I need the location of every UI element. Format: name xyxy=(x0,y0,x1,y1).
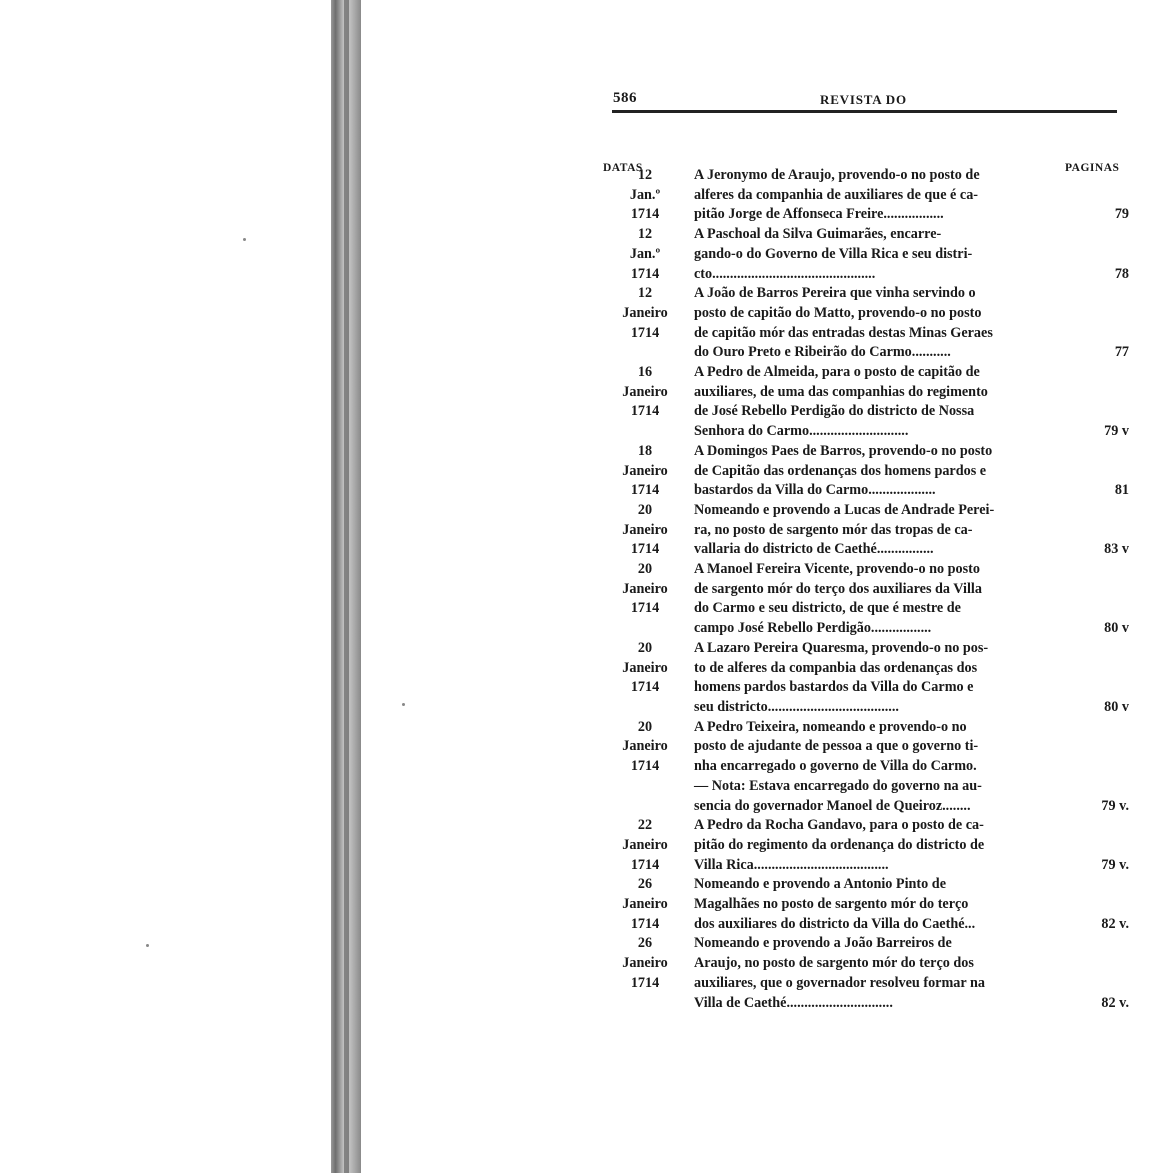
entry-page-number: 79 xyxy=(1114,206,1129,223)
entry-date xyxy=(600,934,690,1013)
entries-list xyxy=(600,166,1130,1013)
entry-text-line: homens pardos bastardos da Villa do Carmo e xyxy=(694,679,974,696)
entry-date xyxy=(600,718,690,817)
entry-date xyxy=(600,560,690,639)
list-item xyxy=(600,816,1130,875)
entry-page-ref xyxy=(1049,442,1129,501)
entry-text xyxy=(690,363,1049,442)
entry-date-part: 1714 xyxy=(630,265,660,282)
document-page xyxy=(600,88,1130,1011)
entry-date-part: 1714 xyxy=(630,541,660,558)
entry-text-line: Nomeando e provendo a Lucas de Andrade Perei- xyxy=(694,501,995,518)
entry-page-ref xyxy=(1049,284,1129,363)
entry-text-line: A Domingos Paes de Barros, provendo-o no posto xyxy=(694,442,993,459)
entry-date-part: Janeiro xyxy=(622,462,668,479)
scan-gutter-shadow xyxy=(344,0,349,1173)
entry-date xyxy=(600,284,690,363)
entry-page-ref xyxy=(1049,225,1129,284)
entry-text-line: seu districto..................................... xyxy=(694,698,899,715)
entry-text xyxy=(690,225,1049,284)
entry-page-number: 79 v. xyxy=(1101,797,1129,814)
entry-date-part: Jan.º xyxy=(629,186,661,203)
entry-text-line: Araujo, no posto de sargento mór do terço dos xyxy=(694,955,974,972)
entry-date-part: 20 xyxy=(637,718,653,735)
entry-date-part: 1714 xyxy=(630,679,660,696)
entry-text-line: A João de Barros Pereira que vinha servindo o xyxy=(694,285,976,302)
entry-date-part: 26 xyxy=(637,876,653,893)
entry-date-part: 1714 xyxy=(630,482,660,499)
entry-page-number: 80 v xyxy=(1104,698,1129,715)
entry-date-part: Janeiro xyxy=(622,304,668,321)
entry-date-part: Janeiro xyxy=(622,659,668,676)
column-headings xyxy=(600,112,1130,174)
entry-date xyxy=(600,816,690,875)
entry-page-ref xyxy=(1049,816,1129,875)
entry-page-number: 81 xyxy=(1114,482,1129,499)
entry-page-number: 78 xyxy=(1114,265,1129,282)
list-item xyxy=(600,501,1130,560)
entry-date-part: 22 xyxy=(637,817,653,834)
entry-page-ref xyxy=(1049,166,1129,225)
entry-text-line: de capitão mór das entradas destas Minas Geraes xyxy=(694,324,993,341)
entry-text xyxy=(690,934,1049,1013)
entry-text-line: A Pedro de Almeida, para o posto de capitão de xyxy=(694,364,980,381)
entry-text-line: posto de ajudante de pessoa a que o governo ti- xyxy=(694,738,979,755)
entry-date-part: 1714 xyxy=(630,856,660,873)
list-item xyxy=(600,442,1130,501)
entry-text xyxy=(690,875,1049,934)
entry-date-part: 20 xyxy=(637,501,653,518)
entry-date-part: 16 xyxy=(637,364,653,381)
entry-date-part: 12 xyxy=(637,167,653,183)
pages-column-heading: PAGINAS xyxy=(1065,162,1120,174)
entry-text xyxy=(690,718,1049,817)
running-title: REVISTA DO xyxy=(820,92,907,107)
entry-date-part: Janeiro xyxy=(622,383,668,400)
entry-date-part: Jan.º xyxy=(629,245,661,262)
entry-text xyxy=(690,816,1049,875)
list-item xyxy=(600,875,1130,934)
entry-text-line: posto de capitão do Matto, provendo-o no posto xyxy=(694,304,982,321)
entry-page-number: 77 xyxy=(1114,344,1129,361)
entry-text-line: pitão do regimento da ordenança do districto de xyxy=(694,836,985,853)
dates-column-heading: DATAS xyxy=(603,162,643,174)
entry-text-line: A Manoel Fereira Vicente, provendo-o no posto xyxy=(694,561,980,578)
entry-page-ref xyxy=(1049,501,1129,560)
list-item xyxy=(600,166,1130,225)
entry-date-part: Janeiro xyxy=(622,521,668,538)
entry-page-ref xyxy=(1049,639,1129,718)
entry-text-line: A Pedro da Rocha Gandavo, para o posto de ca- xyxy=(694,817,984,834)
entry-page-ref xyxy=(1049,875,1129,934)
list-item xyxy=(600,934,1130,1013)
entry-text-line: ra, no posto de sargento mór das tropas de ca- xyxy=(694,521,973,538)
entry-page-number: 79 v. xyxy=(1101,856,1129,873)
entry-text-line: de José Rebello Perdigão do districto de Nossa xyxy=(694,403,975,420)
entry-text xyxy=(690,560,1049,639)
entry-text-line: gando-o do Governo de Villa Rica e seu distri- xyxy=(694,245,973,262)
entry-text-line: campo José Rebello Perdigão................. xyxy=(694,620,932,637)
entry-page-ref xyxy=(1049,934,1129,1013)
entry-text xyxy=(690,166,1049,225)
entry-date-part: 12 xyxy=(637,226,653,243)
entry-text-line: alferes da companhia de auxiliares de que é ca- xyxy=(694,186,979,203)
entry-text-line: Nomeando e provendo a João Barreiros de xyxy=(694,935,952,952)
scan-speck xyxy=(146,944,149,947)
entry-date-part: Janeiro xyxy=(622,896,668,913)
entry-page-number: 80 v xyxy=(1104,620,1129,637)
entry-date xyxy=(600,501,690,560)
page-number: 586 xyxy=(613,90,637,106)
scan-speck xyxy=(243,238,246,241)
entry-date xyxy=(600,166,690,225)
entry-date-part: 1714 xyxy=(630,206,660,223)
entry-text xyxy=(690,639,1049,718)
entry-date-part: 1714 xyxy=(630,324,660,341)
entry-page-number: 82 v. xyxy=(1101,994,1129,1011)
entry-date-part: 1714 xyxy=(630,915,660,932)
entry-date-part: 1714 xyxy=(630,600,660,617)
entry-text-line: do Ouro Preto e Ribeirão do Carmo........... xyxy=(694,344,951,361)
list-item xyxy=(600,718,1130,817)
entry-page-number: 79 v xyxy=(1104,423,1129,440)
entry-text-line: nha encarregado o governo de Villa do Carmo. xyxy=(694,758,977,775)
entry-text-line: de Capitão das ordenanças dos homens pardos e xyxy=(694,462,987,479)
entry-date-part: 1714 xyxy=(630,758,660,775)
entry-text-line: Magalhães no posto de sargento mór do terço xyxy=(694,896,969,913)
entry-page-number: 82 v. xyxy=(1101,915,1129,932)
entry-text-line: Villa Rica...................................... xyxy=(694,856,889,873)
list-item xyxy=(600,284,1130,363)
entry-date-part: 20 xyxy=(637,639,653,656)
entry-text-line: — Nota: Estava encarregado do governo na au- xyxy=(694,777,982,794)
entry-text-line: auxiliares, de uma das companhias do regimento xyxy=(694,383,988,400)
entry-date-part: Janeiro xyxy=(622,738,668,755)
entry-page-number: 83 v xyxy=(1104,541,1129,558)
entry-date-part: Janeiro xyxy=(622,580,668,597)
entry-date-part: 1714 xyxy=(630,403,660,420)
entry-text-line: auxiliares, que o governador resolveu formar na xyxy=(694,974,985,991)
entry-date-part: Janeiro xyxy=(622,836,668,853)
entry-text-line: cto.............................................. xyxy=(694,265,876,282)
entry-text-line: A Jeronymo de Araujo, provendo-o no posto de xyxy=(694,167,980,183)
entry-page-ref xyxy=(1049,363,1129,442)
entry-date xyxy=(600,442,690,501)
entry-text xyxy=(690,284,1049,363)
page-header xyxy=(600,88,1130,112)
entry-date xyxy=(600,639,690,718)
entry-text-line: A Paschoal da Silva Guimarães, encarre- xyxy=(694,226,942,243)
entry-text-line: A Lazaro Pereira Quaresma, provendo-o no pos- xyxy=(694,639,989,656)
entry-date-part: 1714 xyxy=(630,974,660,991)
entry-text-line: Senhora do Carmo............................ xyxy=(694,423,909,440)
entry-text xyxy=(690,442,1049,501)
entry-text-line: vallaria do districto de Caethé................ xyxy=(694,541,934,558)
entry-text-line: bastardos da Villa do Carmo................... xyxy=(694,482,936,499)
entry-text-line: A Pedro Teixeira, nomeando e provendo-o no xyxy=(694,718,967,735)
list-item xyxy=(600,560,1130,639)
entry-text-line: Villa de Caethé.............................. xyxy=(694,994,893,1011)
entry-date xyxy=(600,875,690,934)
entry-date-part: Janeiro xyxy=(622,955,668,972)
entry-text-line: pitão Jorge de Affonseca Freire................. xyxy=(694,206,944,223)
entry-date-part: 26 xyxy=(637,935,653,952)
scan-speck xyxy=(402,703,405,706)
entry-date xyxy=(600,225,690,284)
list-item xyxy=(600,363,1130,442)
entry-page-ref xyxy=(1049,718,1129,817)
entry-text-line: de sargento mór do terço dos auxiliares da Villa xyxy=(694,580,982,597)
entry-text-line: Nomeando e provendo a Antonio Pinto de xyxy=(694,876,946,893)
entry-text-line: to de alferes da companbia das ordenanças dos xyxy=(694,659,978,676)
list-item xyxy=(600,225,1130,284)
entry-text-line: dos auxiliares do districto da Villa do Caethé... xyxy=(694,915,976,932)
entry-date-part: 20 xyxy=(637,561,653,578)
entry-text-line: do Carmo e seu districto, de que é mestre de xyxy=(694,600,961,617)
entry-date-part: 18 xyxy=(637,442,653,459)
entry-page-ref xyxy=(1049,560,1129,639)
entry-text xyxy=(690,501,1049,560)
entry-text-line: sencia do governador Manoel de Queiroz........ xyxy=(694,797,971,814)
list-item xyxy=(600,639,1130,718)
entry-date-part: 12 xyxy=(637,285,653,302)
entry-date xyxy=(600,363,690,442)
